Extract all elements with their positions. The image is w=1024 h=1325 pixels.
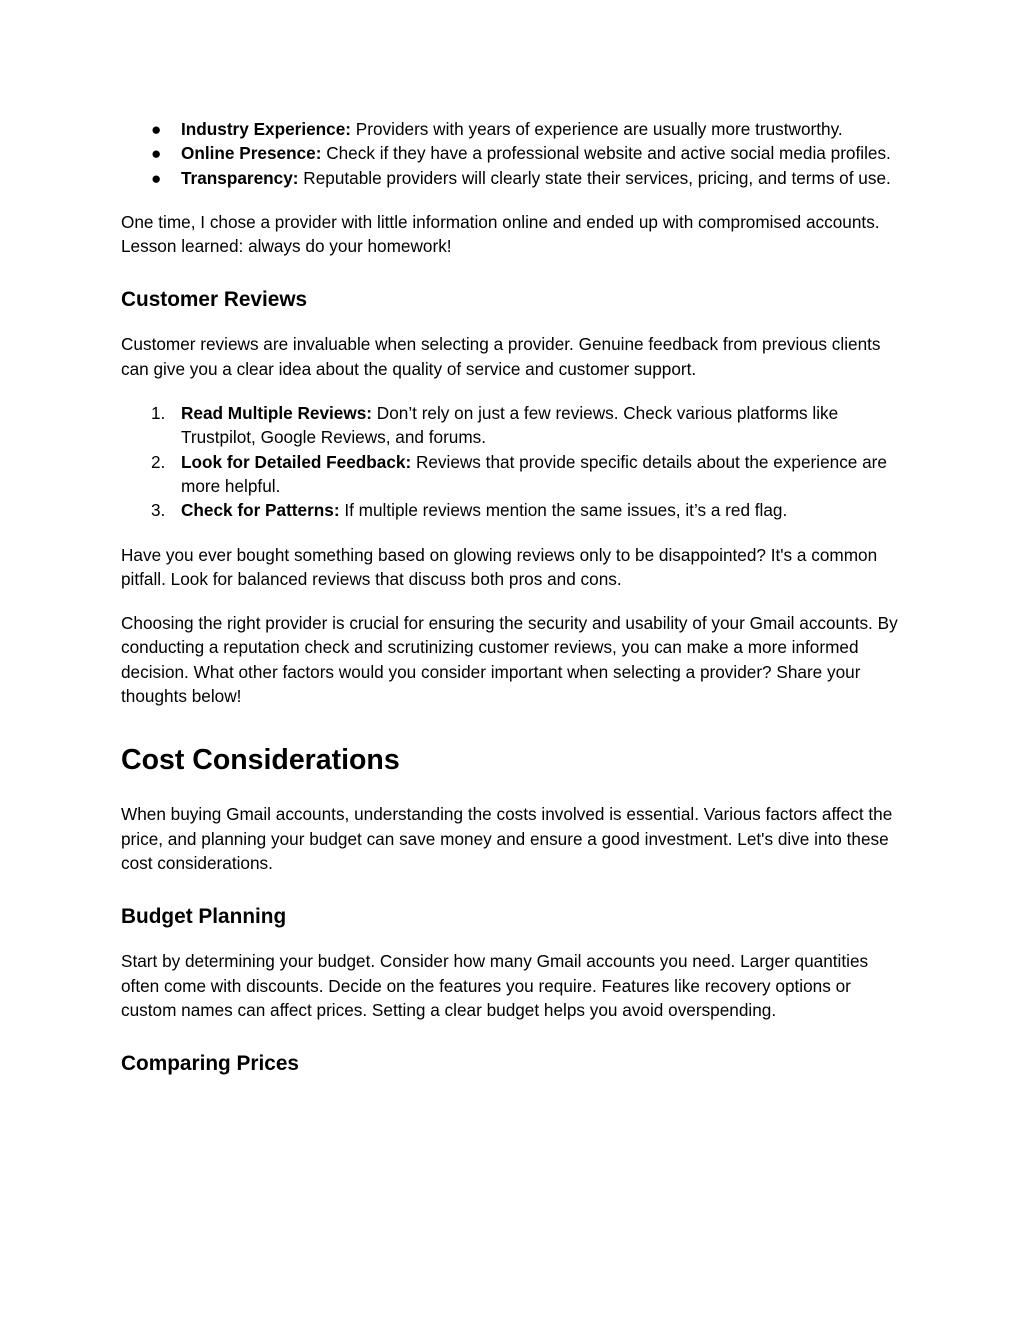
list-item: [121, 141, 906, 165]
paragraph-cost: When buying Gmail accounts, understanding the costs involved is essential. Various factors affect the price, and planning your budget can save money and ensure a good investment. Let's dive into these cost considerations.: [121, 804, 893, 873]
list-number: 3.: [151, 500, 166, 521]
list-item-label: Online Presence:: [181, 143, 322, 164]
bullet-marker: ●: [151, 167, 162, 188]
paragraph-story: One time, I chose a provider with little information online and ended up with compromised accounts. Lesson learned: always do your homework!: [121, 211, 880, 257]
list-item-text: Reputable providers will clearly state their services, pricing, and terms of use.: [298, 167, 891, 188]
bullet-marker: ●: [151, 119, 162, 139]
list-item: [121, 166, 906, 190]
paragraph-choosing: Choosing the right provider is crucial for ensuring the security and usability of your Gmail accounts. By conducting a reputation check and scrutinizing customer reviews, you can make a more informed decision. What other factors would you consider important when selecting a provider? Share your thoughts below!: [121, 613, 898, 707]
list-item: [121, 401, 906, 450]
list-number: 1.: [151, 403, 166, 424]
heading-comparing-prices: Comparing Prices: [121, 1052, 299, 1076]
paragraph-reviews: Customer reviews are invaluable when selecting a provider. Genuine feedback from previous clients can give you a clear idea about the quality of service and customer support.: [121, 334, 881, 379]
numbered-list: [121, 401, 906, 522]
paragraph-budget: Start by determining your budget. Consider how many Gmail accounts you need. Larger quantities often come with discounts. Decide on the features you require. Features like recovery options or custom names can affect prices. Setting a clear budget helps you avoid overspending.: [121, 951, 869, 1020]
list-item: [121, 498, 906, 522]
list-item-label: Check for Patterns:: [181, 500, 340, 521]
list-item-text: Reviews that provide specific details about the experience are more helpful.: [181, 451, 887, 496]
bullet-list: [121, 117, 906, 190]
list-item-label: Industry Experience:: [181, 119, 352, 139]
heading-budget-planning: Budget Planning: [121, 905, 287, 929]
list-number: 2.: [151, 451, 166, 472]
list-item-text: Check if they have a professional website and active social media profiles.: [321, 143, 891, 164]
list-item-label: Read Multiple Reviews:: [181, 403, 373, 424]
document-page: [121, 117, 906, 1096]
list-item: [121, 117, 906, 141]
list-item-text: Don’t rely on just a few reviews. Check various platforms like Trustpilot, Google Reviews, and forums.: [181, 403, 839, 448]
list-item-text: Providers with years of experience are usually more trustworthy.: [351, 119, 843, 139]
list-item-label: Look for Detailed Feedback:: [181, 451, 412, 472]
bullet-marker: ●: [151, 143, 162, 164]
heading-cost-considerations: Cost Considerations: [121, 744, 400, 777]
heading-customer-reviews: Customer Reviews: [121, 288, 308, 312]
list-item: [121, 450, 906, 499]
list-item-text: If multiple reviews mention the same issues, it’s a red flag.: [339, 500, 788, 521]
paragraph-disappointed: Have you ever bought something based on glowing reviews only to be disappointed? It's a common pitfall. Look for balanced reviews that discuss both pros and cons.: [121, 544, 878, 589]
list-item-label: Transparency:: [181, 167, 299, 188]
